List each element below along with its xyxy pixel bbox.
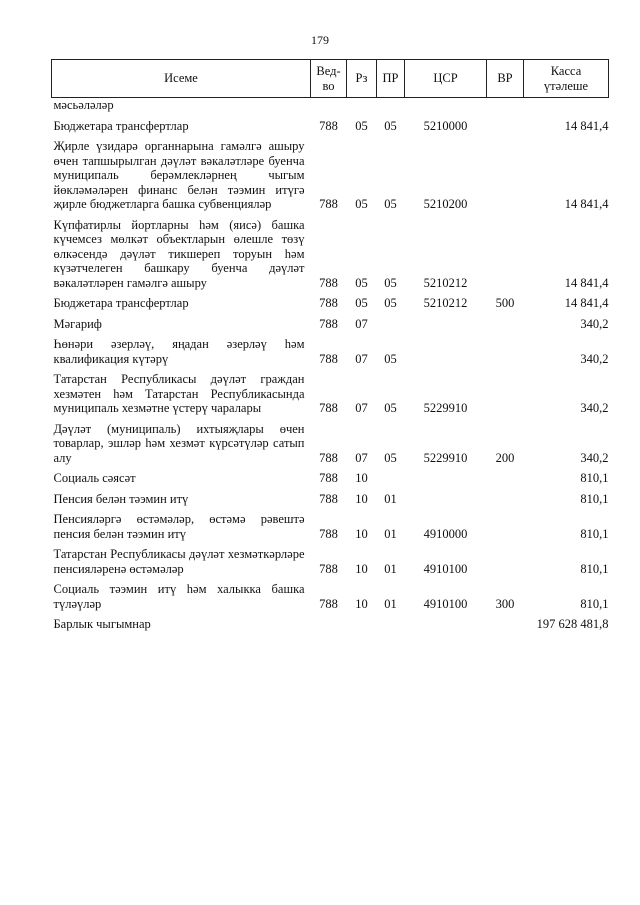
cell-csr: 5229910 [423,450,468,465]
cell-csr: 5210000 [423,118,468,133]
cell-amount: 340,2 [580,316,609,331]
cell-rz: 07 [355,351,368,366]
cell-amount: 810,1 [580,471,609,485]
header-vr: ВР [487,60,524,98]
cell-name: Пенсияләргә өстәмәләр, өстәмә рәвештә пенсия белән тәэмин итү [53,512,305,541]
cell-vedvo: 788 [319,450,338,465]
cell-pr: 05 [384,296,397,310]
cell-amount: 340,2 [580,401,609,415]
cell-pr: 01 [384,491,397,506]
cell-amount: 14 841,4 [564,197,609,211]
cell-name: Җирле үзидарә органнарына гамәлгә ашыру өчен тапшырылган дәүләт вәкаләтләре буенча муниципаль берәмлекләрнең чыгым йөкләмәләрен финанс белән тәэмин итүгә җирле бюджетларга башка субвенцияләр [53,139,305,211]
cell-vedvo: 788 [319,596,338,611]
cell-name: Пенсия белән тәэмин итү [53,491,189,506]
cell-rz: 10 [355,596,368,611]
table-row [52,543,609,578]
cell-csr [405,488,487,509]
cell-pr [377,467,405,488]
cell-vr [487,115,524,136]
cell-name: Социаль сәясәт [53,471,136,485]
cell-rz: 10 [355,491,368,506]
cell-vedvo: 788 [319,561,338,576]
table-row [52,313,609,334]
cell-vr: 200 [495,450,515,465]
table-row [52,508,609,543]
cell-name: Бюджетара трансфертлар [53,296,189,310]
cell-rz: 05 [355,118,368,133]
header-csr: ЦСР [405,60,487,98]
cell-pr: 01 [384,526,397,541]
cell-vedvo: 788 [319,197,338,211]
cell-rz: 07 [355,401,368,415]
header-name: Исеме [52,60,311,98]
cell-csr: 5229910 [423,401,468,415]
cell-rz: 07 [355,450,368,465]
cell-csr [405,313,487,334]
budget-table [51,59,609,634]
cell-name: Барлык чыгымнар [53,617,151,631]
cell-vr [487,368,524,418]
header-amount: Касса үтәлеше [524,60,609,98]
cell-rz: 10 [355,526,368,541]
table-row [52,368,609,418]
cell-vedvo [311,613,347,634]
cell-amount: 340,2 [580,450,609,465]
cell-csr [405,333,487,368]
table-row [52,333,609,368]
page-number: 179 [311,33,329,47]
cell-pr: 05 [384,118,397,133]
cell-pr: 05 [384,351,397,366]
table-row [52,214,609,293]
table-row [52,578,609,613]
cell-amount: 810,1 [580,596,609,611]
table-row [52,488,609,509]
cell-pr [377,313,405,334]
cell-vr [487,333,524,368]
table-row [52,467,609,488]
cell-vr [487,467,524,488]
cell-csr: 4910000 [423,526,468,541]
cell-amount: 340,2 [580,351,609,366]
cell-name: Татарстан Республикасы дәүләт хезмәткәрләре пенсияләренә өстәмәләр [53,547,305,576]
cell-amount: 810,1 [580,561,609,576]
cell-vr [487,488,524,509]
cell-rz: 10 [355,471,368,485]
cell-vedvo: 788 [319,275,338,290]
cell-vr [487,613,524,634]
cell-vedvo: 788 [319,491,338,506]
cell-rz [347,613,377,634]
cell-vedvo: 788 [319,401,338,415]
cell-vedvo: 788 [319,471,338,485]
cell-vr [487,313,524,334]
cell-vr: 300 [495,596,515,611]
cell-pr: 05 [384,401,397,415]
cell-pr: 05 [384,450,397,465]
cell-vedvo: 788 [319,316,338,331]
cell-rz: 05 [355,275,368,290]
cell-vr: 500 [495,296,515,310]
table-row [52,418,609,468]
cell-vedvo: 788 [319,296,338,310]
cell-amount: 197 628 481,8 [536,617,609,631]
cell-pr [377,613,405,634]
cell-csr: 5210212 [423,296,468,310]
cell-name: Социаль тәэмин итү һәм халыкка башка түләүләр [53,582,305,611]
cell-amount: 14 841,4 [564,118,609,133]
cell-csr [405,467,487,488]
cell-amount: 14 841,4 [564,296,609,310]
cell-name: Күпфатирлы йортларны һәм (яисә) башка күчемсез мөлкәт объектларын өлешле төзү өлкәсендә дәүләт тикшереп торуын һәм күзәтчелеген башкару буенча дәүләт вәкаләтләрен гамәлгә ашыру [53,217,305,290]
cell-vr [487,214,524,293]
cell-name: Мәгариф [53,316,102,331]
table-row [52,292,609,313]
table-header-row [52,60,609,98]
cell-pr: 01 [384,561,397,576]
cell-vr [487,135,524,214]
cell-rz: 05 [355,296,368,310]
continuation-row [52,98,609,115]
cell-name: Бюджетара трансфертлар [53,118,189,133]
cell-csr [405,613,487,634]
cell-amount: 810,1 [580,491,609,506]
cell-csr: 4910100 [423,596,468,611]
cell-name: Татарстан Республикасы дәүләт граждан хезмәтен һәм Татарстан Республикасында муниципаль хезмәтне үстерү чаралары [53,372,305,415]
cell-amount: 14 841,4 [564,275,609,290]
cell-vedvo: 788 [319,351,338,366]
cell-vedvo: 788 [319,526,338,541]
header-rz: Рз [347,60,377,98]
cell-name: Дәүләт (муниципаль) ихтыяҗлары өчен товарлар, эшләр һәм хезмәт күрсәтүләр сатып алу [53,421,305,465]
header-vedvo: Вед- во [311,60,347,98]
table-row [52,613,609,634]
cell-amount: 810,1 [580,526,609,541]
table-row [52,135,609,214]
cell-csr: 5210200 [423,197,468,211]
cell-rz: 07 [355,316,368,331]
cell-pr: 05 [384,275,397,290]
cell-csr: 5210212 [423,275,468,290]
cell-vr [487,508,524,543]
cell-vr [487,543,524,578]
cell-pr: 01 [384,596,397,611]
header-pr: ПР [377,60,405,98]
table-body [52,98,609,634]
cell-rz: 10 [355,561,368,576]
cell-csr: 4910100 [423,561,468,576]
table-row [52,115,609,136]
continuation-text: мәсьәләләр [53,98,114,112]
cell-rz: 05 [355,197,368,211]
cell-vedvo: 788 [319,118,338,133]
cell-pr: 05 [384,197,397,211]
cell-name: Һөнәри әзерләү, яңадан әзерләү һәм квалификация күтәрү [53,337,305,366]
